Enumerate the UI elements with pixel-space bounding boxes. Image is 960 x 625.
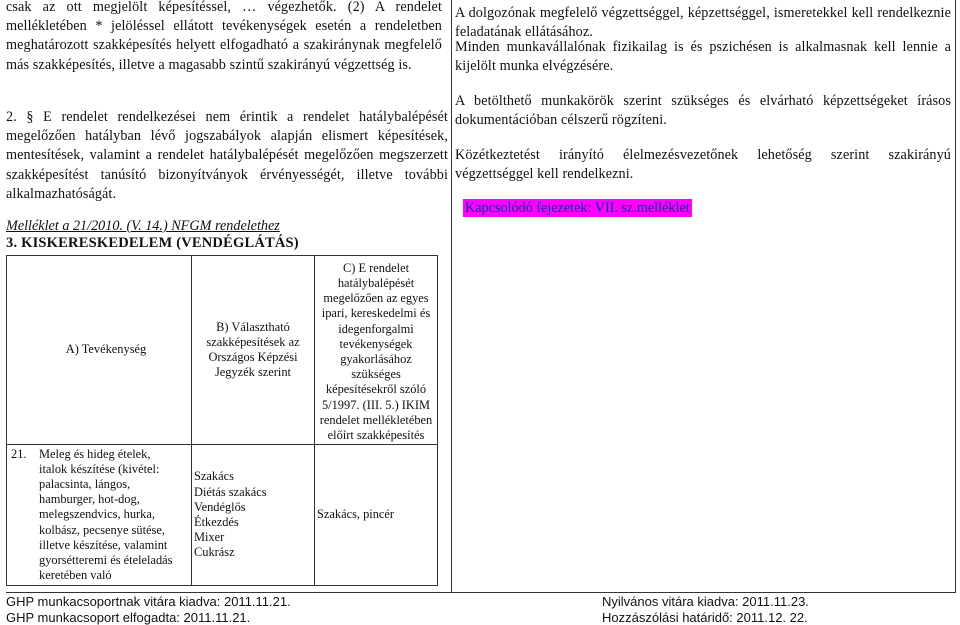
content-bottom-line <box>6 592 956 593</box>
list-item: Mixer <box>194 530 225 545</box>
footer-accepted-date: GHP munkacsoport elfogadta: 2011.11.21. <box>6 609 251 625</box>
right-column <box>455 0 955 592</box>
right-paragraph-fitness: Minden munkavállalónak fizikailag is és pszichésen is alkalmasnak kell lennie a kijelölt munka elvégzésére. <box>455 39 951 74</box>
right-paragraph-catering-manager: Közétkeztetést irányító élelmezésvezetőnek lehetőség szerint szakirányú végzettséggel kell rendelkezni. <box>455 147 951 182</box>
qualifications-cell <box>192 445 315 586</box>
column-header-qualifications: B) Választható szakképesítések az Országos Képzési Jegyzék szerint <box>192 256 315 445</box>
section-2-text: E rendelet rendelkezései nem érintik a rendelet hatálybalépését megelőzően hatályban lévő jogszabályok alapján elismert képesítések, mentesítések, valamint a rendelet hatálybalépését megelőzően megszerzett szakképesítést tanúsító bizonyítványok érvényességét, illetve további alkalmazhatóságát. <box>6 109 448 202</box>
row-number: 21. <box>11 446 27 461</box>
column-header-activity: A) Tevékenység <box>7 256 192 445</box>
intro-paragraph: csak az ott megjelölt képesítéssel, … végezhetők. (2) A rendelet mellékletében * jelöléssel ellátott tevékenységek esetén a rendeletben meghatározott szakképesítés helyett elfogadható a szakiránynak megfelelő más szakképesítés, illetve a magasabb szintű szakirányú végzettség is. <box>6 0 442 73</box>
table-row <box>7 445 438 586</box>
section-title: 3. KISKERESKEDELEM (VENDÉGLÁTÁS) <box>6 235 299 251</box>
footer-left <box>6 594 291 625</box>
footer-release-date: GHP munkacsoportnak vitára kiadva: 2011.11.21. <box>6 594 291 609</box>
activity-text: Meleg és hideg ételek, italok készítése (kivétel: palacsinta, lángos, hamburger, hot-dog, melegszendvics, hurka, kolbász, pecsenye sütése, illetve készítése, valamint gyorsétteremi és ételeladás keretében való <box>39 446 173 583</box>
activity-cell <box>7 445 192 586</box>
column-divider <box>451 0 452 592</box>
annex-table <box>6 255 438 586</box>
list-item: Vendéglős <box>194 499 246 514</box>
section-symbol: § <box>26 109 34 125</box>
annex-reference: Melléklet a 21/2010. (V. 14.) NFGM rendelethez <box>6 218 280 234</box>
footer-comment-deadline: Hozzászólási határidő: 2011.12. 22. <box>602 609 808 625</box>
legacy-qualification-cell: Szakács, pincér <box>315 445 438 586</box>
list-item: Diétás szakács <box>194 484 267 499</box>
related-chapters-link[interactable]: Kapcsolódó fejezetek: VII. sz.melléklet <box>465 200 690 216</box>
right-paragraph-documentation: A betölthető munkakörök szerint szükséges és elvárható képzettségeket írásos dokumentációban célszerű rögzíteni. <box>455 93 951 128</box>
section-number: 2. <box>6 109 17 125</box>
table-header-row <box>7 256 438 445</box>
right-paragraph-qualification: A dolgozónak megfelelő végzettséggel, képzettséggel, ismeretekkel kell rendelkeznie feladatának ellátásához. <box>455 5 951 40</box>
footer-public-debate-date: Nyilvános vitára kiadva: 2011.11.23. <box>602 594 809 609</box>
column-header-legacy-qualification: C) E rendelet hatálybalépését megelőzően az egyes ipari, kereskedelmi és idegenforgalmi tevékenységek gyakorlásához szükséges képesítésekről szóló 5/1997. (III. 5.) IKIM rendelet mellékletében előírt szakképesítés <box>315 256 438 445</box>
footer-right <box>602 594 809 625</box>
right-border <box>955 0 956 592</box>
list-item: Cukrász <box>194 545 235 560</box>
list-item: Étkezdés <box>194 515 239 529</box>
list-item: Szakács <box>194 469 234 484</box>
section-2-paragraph <box>6 108 448 204</box>
